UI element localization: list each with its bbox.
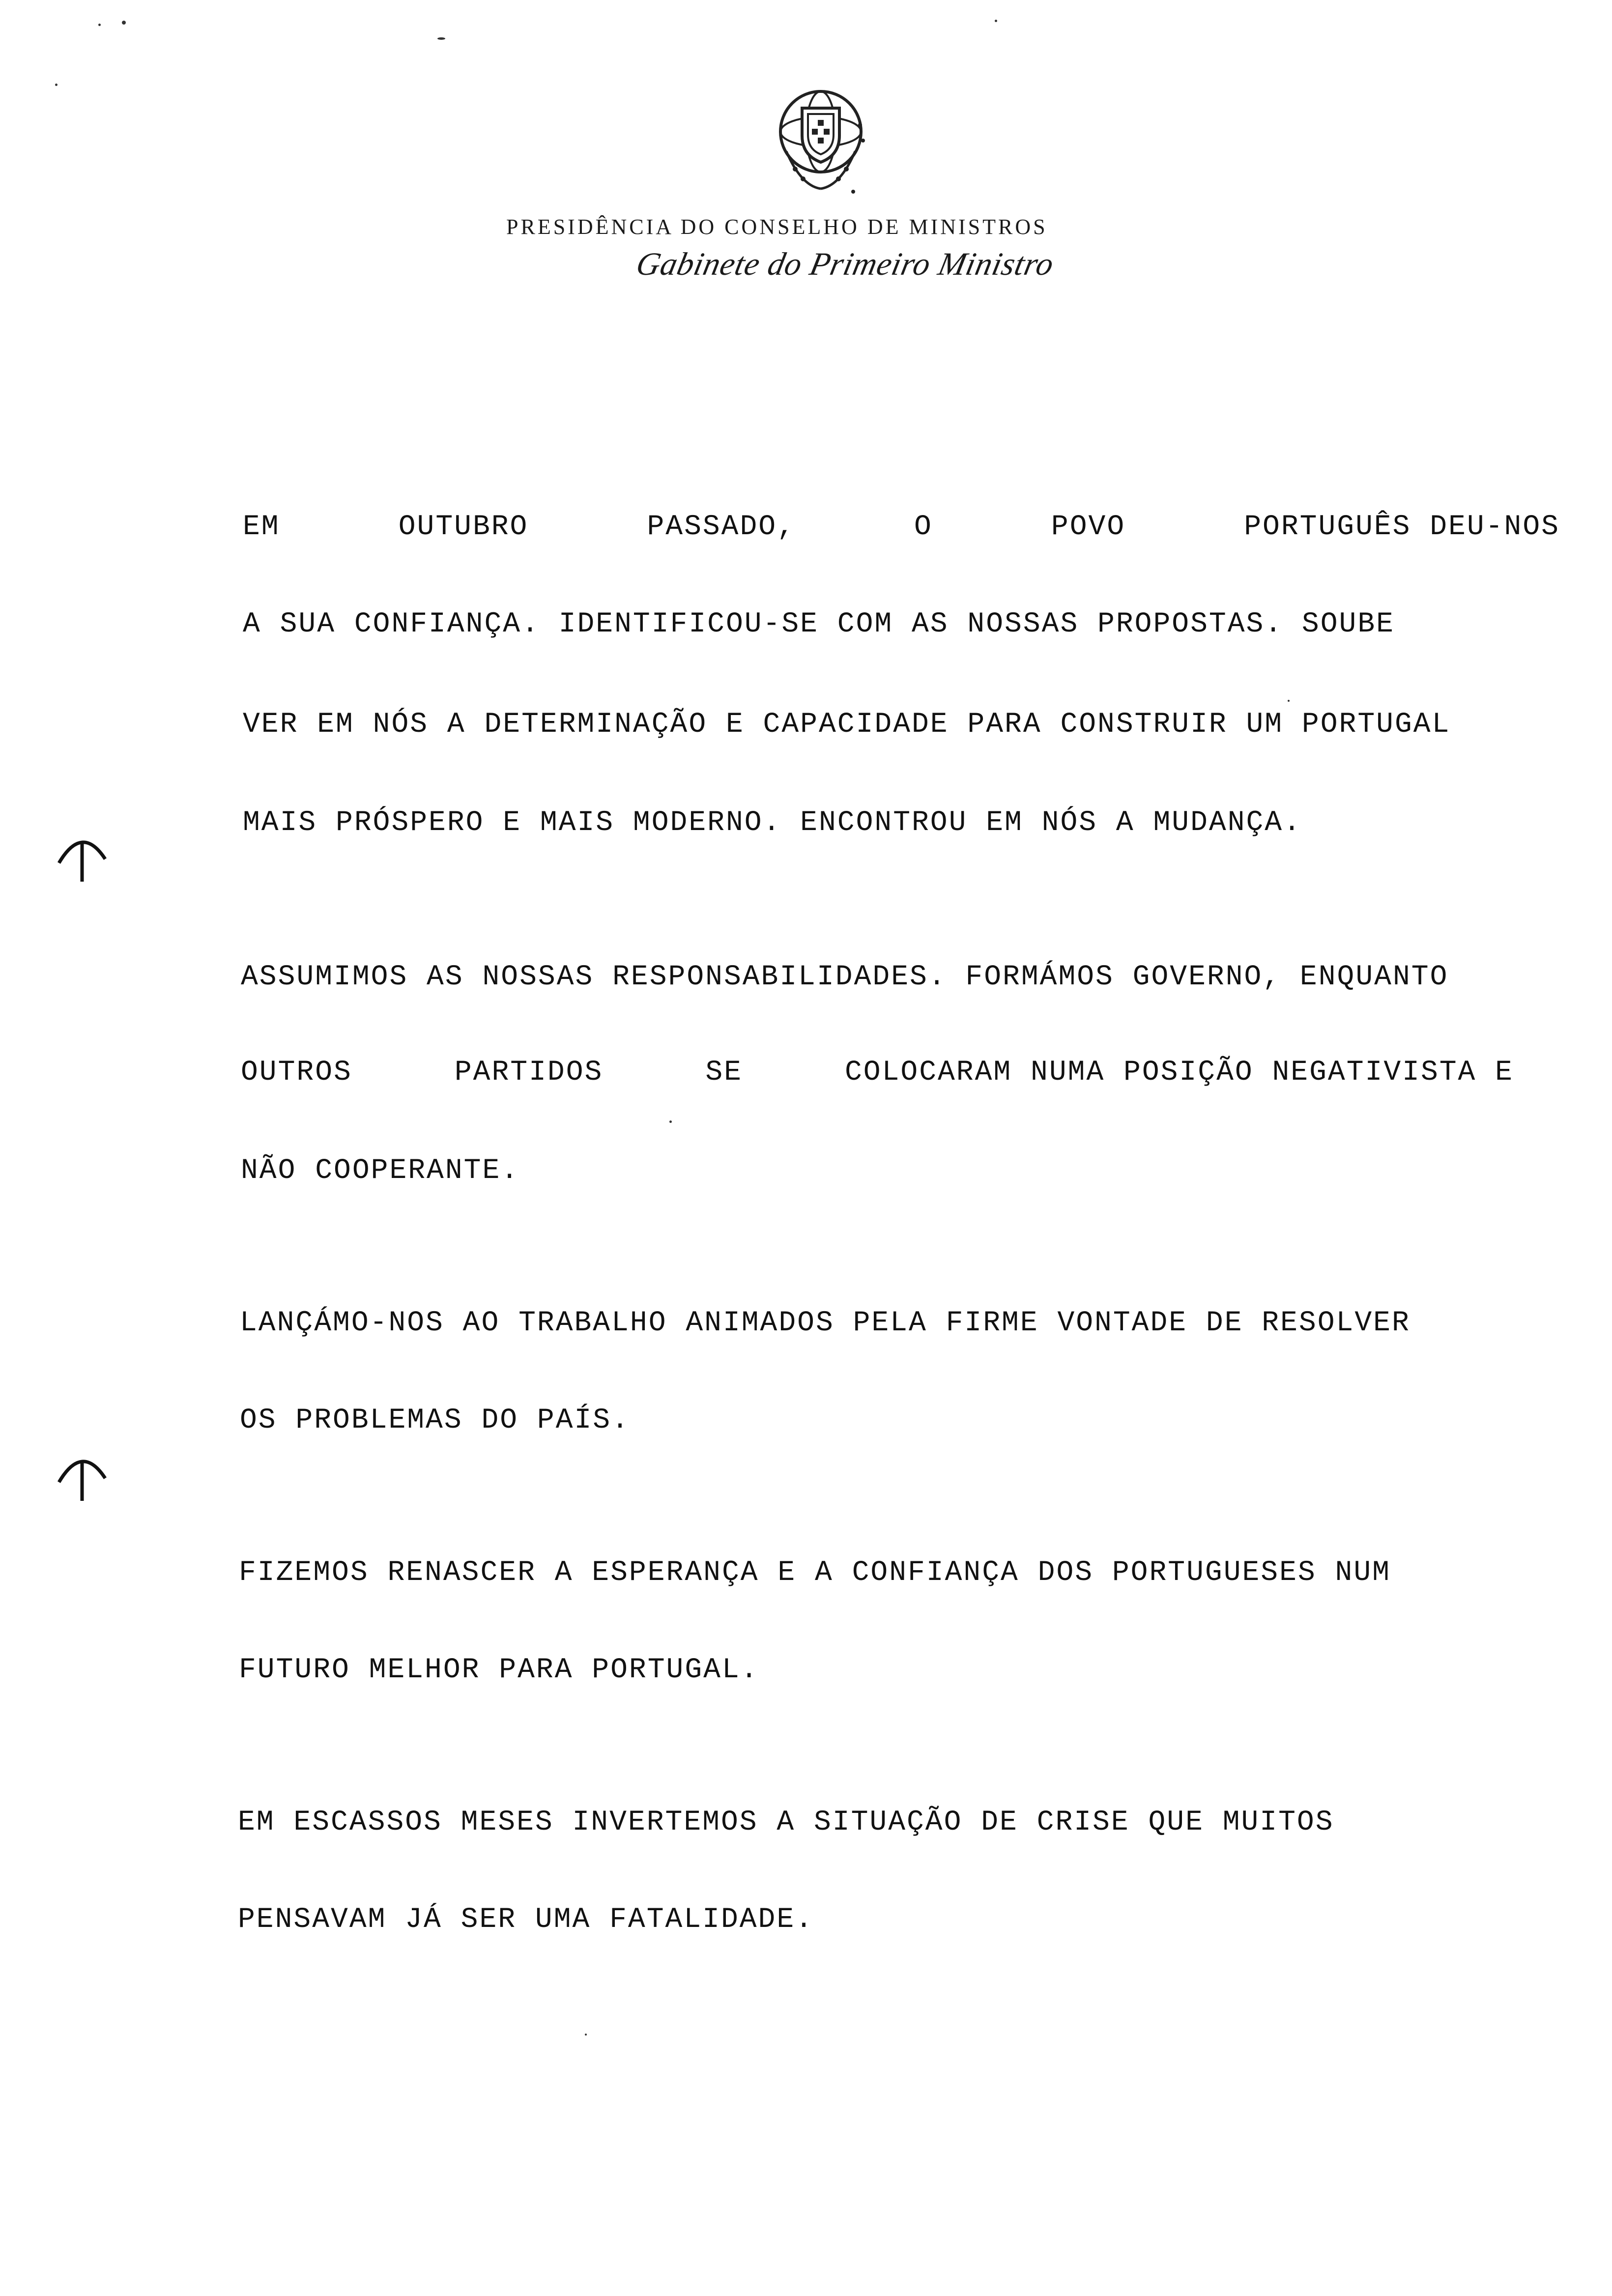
word: POVO xyxy=(1051,511,1126,543)
paragraph-1-line-4: MAIS PRÓSPERO E MAIS MODERNO. ENCONTROU EM NÓS A MUDANÇA. xyxy=(243,807,1302,839)
paragraph-2-line-2 xyxy=(241,1057,1514,1089)
scan-speck xyxy=(55,84,58,86)
word: OUTROS xyxy=(241,1057,352,1089)
scan-speck xyxy=(995,20,997,22)
word: PASSADO, xyxy=(647,511,796,543)
coat-of-arms-icon xyxy=(767,78,880,201)
arch-mark-icon xyxy=(55,829,109,883)
paragraph-4-line-2: FUTURO MELHOR PARA PORTUGAL. xyxy=(239,1654,759,1686)
organization-name: PRESIDÊNCIA DO CONSELHO DE MINISTROS xyxy=(506,215,1048,239)
paragraph-3-line-2: OS PROBLEMAS DO PAÍS. xyxy=(240,1405,630,1436)
arch-mark-icon xyxy=(55,1448,109,1502)
word: PORTUGUÊS DEU-NOS xyxy=(1244,511,1560,543)
word: OUTUBRO xyxy=(398,511,529,543)
scan-speck xyxy=(669,1120,672,1123)
word: SE xyxy=(705,1057,743,1089)
scan-speck xyxy=(122,21,126,25)
paragraph-1-line-3: VER EM NÓS A DETERMINAÇÃO E CAPACIDADE PARA CONSTRUIR UM PORTUGAL xyxy=(243,709,1451,741)
paragraph-3-line-1: LANÇÁMO-NOS AO TRABALHO ANIMADOS PELA FIRME VONTADE DE RESOLVER xyxy=(240,1307,1410,1339)
scan-speck xyxy=(437,37,445,40)
paragraph-1-line-1 xyxy=(243,511,1560,543)
paragraph-1-line-2: A SUA CONFIANÇA. IDENTIFICOU-SE COM AS NOSSAS PROPOSTAS. SOUBE xyxy=(243,608,1395,640)
word: O xyxy=(914,511,933,543)
paragraph-5-line-2: PENSAVAM JÁ SER UMA FATALIDADE. xyxy=(238,1904,814,1936)
paragraph-2-line-3: NÃO COOPERANTE. xyxy=(241,1155,520,1187)
paragraph-5-line-1: EM ESCASSOS MESES INVERTEMOS A SITUAÇÃO DE CRISE QUE MUITOS xyxy=(238,1807,1334,1838)
scan-speck xyxy=(585,2034,587,2036)
word: PARTIDOS xyxy=(454,1057,604,1089)
office-name-handwritten: Gabinete do Primeiro Ministro xyxy=(633,246,1058,282)
paragraph-2-line-1: ASSUMIMOS AS NOSSAS RESPONSABILIDADES. FORMÁMOS GOVERNO, ENQUANTO xyxy=(241,961,1449,993)
paragraph-4-line-1: FIZEMOS RENASCER A ESPERANÇA E A CONFIANÇA DOS PORTUGUESES NUM xyxy=(239,1557,1391,1589)
word: COLOCARAM NUMA POSIÇÃO NEGATIVISTA E xyxy=(844,1057,1514,1089)
scan-speck xyxy=(98,24,101,26)
word: EM xyxy=(243,511,280,543)
scan-speck xyxy=(1288,700,1290,702)
